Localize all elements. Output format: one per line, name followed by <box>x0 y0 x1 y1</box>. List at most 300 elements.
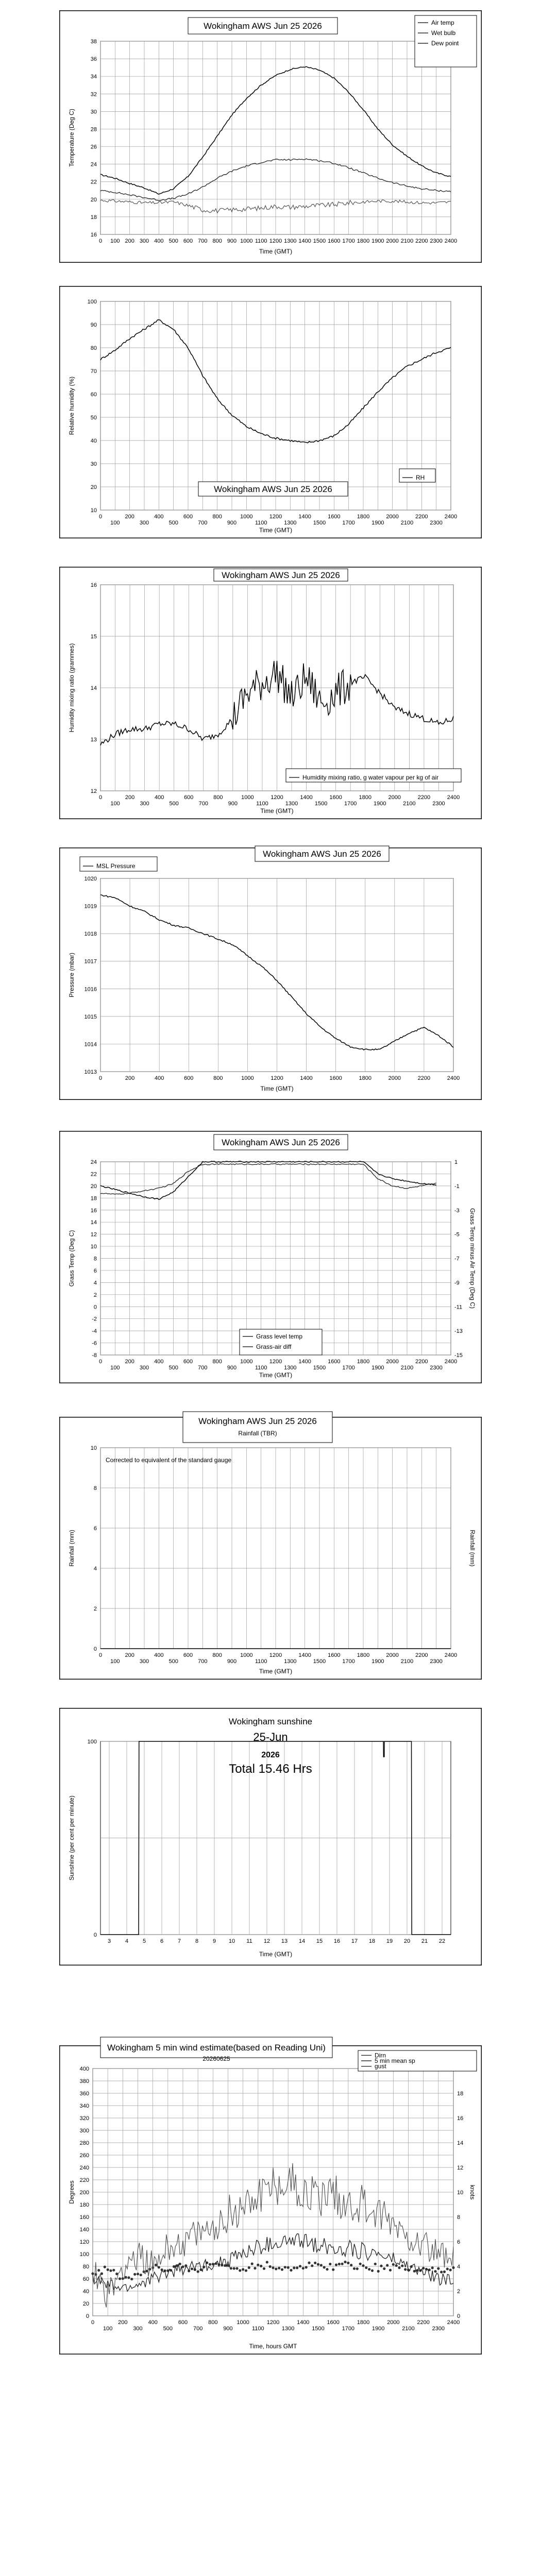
y-tick-label: 260 <box>79 2153 89 2159</box>
y-tick-label: 0 <box>86 2313 89 2319</box>
y-tick-label: 90 <box>90 322 97 328</box>
series-point <box>311 2264 313 2267</box>
x-tick-label: 400 <box>154 1359 164 1365</box>
x-tick-label: 1900 <box>371 1365 384 1371</box>
y-tick-label: 38 <box>90 39 97 45</box>
x-axis-label: Time (GMT) <box>259 1951 293 1958</box>
x-tick-label: 1400 <box>298 1359 311 1365</box>
series-point <box>284 2266 286 2268</box>
y-tick-label: 1013 <box>84 1069 97 1075</box>
x-tick-label: 400 <box>154 1652 164 1658</box>
series-point <box>296 2266 298 2269</box>
y-tick-label: 8 <box>93 1485 97 1492</box>
legend-label: Grass-air diff <box>256 1343 292 1350</box>
y-tick-label: 18 <box>90 1195 97 1202</box>
x-tick-label: 1100 <box>255 1658 267 1665</box>
x-tick-label: 2300 <box>430 520 443 526</box>
y2-tick-label: 8 <box>457 2214 461 2221</box>
x-tick-label: 400 <box>154 238 164 244</box>
x-tick-label: 1700 <box>342 1365 355 1371</box>
y-tick-label: 220 <box>79 2177 89 2183</box>
chart-total: Total 15.46 Hrs <box>229 1762 312 1776</box>
series-point <box>233 2267 235 2269</box>
y2-axis-label: Grass Temp minus Air Temp (Deg C) <box>469 1208 476 1309</box>
series-point <box>235 2267 238 2269</box>
x-tick-label: 2000 <box>386 1359 399 1365</box>
y-tick-label: 80 <box>82 2264 89 2270</box>
y-tick-label: 60 <box>82 2276 89 2282</box>
y-tick-label: 16 <box>90 232 97 238</box>
x-tick-label: 1200 <box>269 514 282 520</box>
x-tick-label: 500 <box>168 1365 178 1371</box>
x-tick-label: 2400 <box>447 2319 460 2326</box>
x-tick-label: 0 <box>98 1359 103 1365</box>
series-point <box>112 2269 115 2272</box>
series-point <box>335 2263 337 2266</box>
x-tick-label: 1300 <box>284 1658 297 1665</box>
x-tick-label: 700 <box>198 1658 208 1665</box>
x-axis-label: Time (GMT) <box>259 527 293 534</box>
x-tick-label: 400 <box>154 1075 164 1081</box>
x-tick-label: 900 <box>227 520 237 526</box>
series-point <box>127 2276 130 2279</box>
x-tick-label: 900 <box>228 801 238 807</box>
chart-svg <box>59 848 482 1100</box>
series-point <box>338 2263 341 2265</box>
x-tick-label: 0 <box>98 794 103 801</box>
x-tick-label: 15 <box>316 1938 323 1944</box>
y-tick-label: 40 <box>82 2289 89 2295</box>
y-tick-label: 100 <box>79 2251 89 2258</box>
series-point <box>305 2266 308 2268</box>
series-point <box>380 2265 382 2267</box>
series-point <box>422 2267 425 2269</box>
y2-tick-label: 10 <box>457 2190 464 2196</box>
humidity-chart <box>59 286 482 538</box>
x-tick-label: 1500 <box>313 1658 326 1665</box>
x-tick-label: 700 <box>198 520 208 526</box>
series-point <box>389 2269 392 2272</box>
y-tick-label: 80 <box>90 345 97 351</box>
y-tick-label: 14 <box>90 685 97 691</box>
y-tick-label: 1017 <box>84 958 97 965</box>
x-tick-label: 2100 <box>403 801 416 807</box>
x-tick-label: 1500 <box>312 2326 325 2332</box>
y2-tick-label: 0 <box>457 2313 461 2319</box>
x-tick-label: 600 <box>183 238 193 244</box>
series-point <box>253 2267 256 2269</box>
x-tick-label: 1600 <box>329 1075 342 1081</box>
series-point <box>133 2273 136 2276</box>
x-tick-label: 1600 <box>328 238 341 244</box>
y-tick-label: 1018 <box>84 931 97 938</box>
y-tick-label: 1016 <box>84 986 97 993</box>
x-tick-label: 2200 <box>415 238 428 244</box>
x-tick-label: 1000 <box>240 514 253 520</box>
x-tick-label: 1000 <box>240 1652 253 1658</box>
series-point <box>266 2261 268 2263</box>
y-tick-label: 26 <box>90 144 97 150</box>
series-point <box>299 2265 301 2267</box>
y2-tick-label: 1 <box>454 1159 458 1165</box>
x-axis-label: Time (GMT) <box>259 248 293 255</box>
x-tick-label: 0 <box>98 1652 103 1658</box>
chart-subtitle: 20260625 <box>202 2055 230 2062</box>
x-tick-label: 1500 <box>313 238 326 244</box>
y-tick-label: 140 <box>79 2227 89 2233</box>
x-axis-label: Time (GMT) <box>260 1085 294 1092</box>
rainfall-chart <box>59 1417 482 1680</box>
x-tick-label: 100 <box>110 238 120 244</box>
x-tick-label: 2000 <box>386 1652 399 1658</box>
chart-date: 25-Jun <box>253 1731 288 1743</box>
x-tick-label: 2400 <box>447 1075 460 1081</box>
y-axis-label: Pressure (mbar) <box>68 953 75 997</box>
chart-svg <box>59 10 482 263</box>
series-point <box>91 2273 94 2275</box>
x-tick-label: 1600 <box>329 794 342 801</box>
y-tick-label: 1020 <box>84 876 97 882</box>
series-point <box>437 2267 439 2270</box>
x-tick-label: 1300 <box>285 801 298 807</box>
series-point <box>314 2262 316 2264</box>
series-point <box>392 2263 395 2266</box>
series-point <box>287 2266 290 2269</box>
y-tick-label: 100 <box>87 1739 97 1745</box>
y-tick-label: 400 <box>79 2066 89 2072</box>
x-tick-label: 2100 <box>400 520 414 526</box>
sunshine-chart <box>59 1708 482 1965</box>
series-point <box>263 2267 265 2270</box>
x-tick-label: 2200 <box>417 1075 431 1081</box>
x-tick-label: 400 <box>148 2319 158 2326</box>
legend-label: Humidity mixing ratio, g water vapour per kg of air <box>302 774 439 781</box>
x-tick-label: 2100 <box>400 1658 414 1665</box>
x-tick-label: 2300 <box>432 2326 445 2332</box>
x-tick-label: 900 <box>227 238 237 244</box>
y-tick-label: 6 <box>93 1526 97 1532</box>
y-tick-label: 15 <box>90 634 97 640</box>
x-tick-label: 200 <box>125 1359 134 1365</box>
y-tick-label: 70 <box>90 368 97 375</box>
x-tick-label: 2400 <box>447 794 460 801</box>
chart-svg <box>59 1131 482 1383</box>
x-tick-label: 0 <box>98 1075 103 1081</box>
y-tick-label: 10 <box>90 507 97 514</box>
series-point <box>242 2268 244 2270</box>
x-tick-label: 700 <box>198 1365 208 1371</box>
series-point <box>302 2267 305 2269</box>
x-tick-label: 1400 <box>298 238 311 244</box>
x-tick-label: 800 <box>212 1652 222 1658</box>
x-tick-label: 1500 <box>313 1365 326 1371</box>
x-tick-label: 2000 <box>386 514 399 520</box>
wind-chart <box>59 2045 482 2354</box>
y-tick-label: 100 <box>87 299 97 305</box>
x-tick-label: 1200 <box>270 794 283 801</box>
x-tick-label: 100 <box>110 520 120 526</box>
series-point <box>332 2268 334 2271</box>
series-point <box>158 2266 160 2268</box>
x-tick-label: 1800 <box>357 1359 370 1365</box>
y2-tick-label: -13 <box>454 1328 463 1335</box>
series-point <box>104 2266 106 2268</box>
x-tick-label: 17 <box>351 1938 358 1944</box>
series-point <box>181 2265 184 2268</box>
y-tick-label: 20 <box>90 1183 97 1190</box>
x-tick-label: 1000 <box>241 1075 254 1081</box>
y2-tick-label: 2 <box>457 2289 461 2295</box>
y-tick-label: 14 <box>90 1219 97 1226</box>
y-tick-label: 20 <box>90 484 97 490</box>
x-tick-label: 500 <box>168 238 178 244</box>
y-tick-label: 1014 <box>84 1041 97 1048</box>
x-tick-label: 1600 <box>328 1652 341 1658</box>
legend-label: MSL Pressure <box>96 862 136 870</box>
x-tick-label: 1400 <box>298 514 311 520</box>
x-tick-label: 1700 <box>342 2326 355 2332</box>
x-tick-label: 2200 <box>415 514 428 520</box>
series-point <box>398 2266 400 2269</box>
y-tick-label: 0 <box>93 1646 97 1652</box>
x-tick-label: 1800 <box>357 2319 370 2326</box>
x-tick-label: 800 <box>212 1359 222 1365</box>
x-tick-label: 2400 <box>444 238 458 244</box>
series-point <box>245 2269 247 2272</box>
x-tick-label: 1700 <box>342 520 355 526</box>
y-tick-label: 280 <box>79 2140 89 2146</box>
series-point <box>377 2270 380 2273</box>
x-tick-label: 800 <box>208 2319 218 2326</box>
grass-temp-chart <box>59 1131 482 1383</box>
y-tick-label: 32 <box>90 91 97 98</box>
series-point <box>293 2266 295 2269</box>
y2-tick-label: -11 <box>454 1304 463 1311</box>
y-axis-label: Sunshine (per cent per minute) <box>68 1795 75 1880</box>
y2-tick-label: -9 <box>454 1280 460 1286</box>
x-axis-label: Time (GMT) <box>259 1371 293 1379</box>
series-point <box>107 2268 109 2271</box>
series-point <box>308 2262 310 2264</box>
x-axis-label: Time (GMT) <box>259 1668 293 1675</box>
x-tick-label: 1100 <box>255 1365 267 1371</box>
series-point <box>179 2263 181 2265</box>
series-point <box>329 2263 331 2265</box>
y-tick-label: -8 <box>92 1352 97 1359</box>
series-point <box>404 2268 407 2270</box>
x-tick-label: 600 <box>184 794 194 801</box>
legend-label: Grass level temp <box>256 1333 303 1340</box>
legend-label: Dirn <box>375 2052 386 2059</box>
y-tick-label: 2 <box>93 1292 97 1298</box>
y-axis-label: Humidity mixing ratio (grammes) <box>68 643 75 733</box>
x-tick-label: 1800 <box>359 794 371 801</box>
x-tick-label: 1000 <box>240 1359 253 1365</box>
x-tick-label: 1900 <box>371 520 384 526</box>
y-tick-label: 30 <box>90 109 97 115</box>
series-point <box>275 2267 277 2270</box>
series-point <box>317 2263 319 2266</box>
y2-tick-label: 4 <box>457 2264 461 2270</box>
y-tick-label: -6 <box>92 1340 97 1347</box>
y2-tick-label: 6 <box>457 2239 461 2245</box>
x-tick-label: 9 <box>212 1938 216 1944</box>
y-tick-label: 13 <box>90 737 97 743</box>
chart-svg <box>59 2045 482 2354</box>
chart-title: Wokingham AWS Jun 25 2026 <box>204 21 322 31</box>
y-tick-label: 10 <box>90 1244 97 1250</box>
y2-axis-label: Rainfall (mm) <box>469 1530 476 1567</box>
x-tick-label: 700 <box>198 238 208 244</box>
series-point <box>239 2269 241 2272</box>
x-tick-label: 100 <box>103 2326 113 2332</box>
x-tick-label: 2200 <box>417 794 431 801</box>
series-point <box>230 2267 232 2269</box>
y-tick-label: 380 <box>79 2078 89 2084</box>
x-tick-label: 1900 <box>371 1658 384 1665</box>
x-tick-label: 500 <box>169 801 179 807</box>
y-tick-label: 30 <box>90 461 97 467</box>
x-tick-label: 1900 <box>374 801 386 807</box>
y-tick-label: 160 <box>79 2214 89 2221</box>
chart-title: Wokingham AWS Jun 25 2026 <box>222 570 340 580</box>
series-point <box>269 2265 272 2268</box>
chart-title: Wokingham AWS Jun 25 2026 <box>222 1138 340 1147</box>
x-tick-label: 500 <box>163 2326 173 2332</box>
x-tick-label: 300 <box>133 2326 143 2332</box>
x-tick-label: 1200 <box>266 2319 280 2326</box>
y-tick-label: 16 <box>90 582 97 588</box>
x-tick-label: 2000 <box>388 794 401 801</box>
y-tick-label: 50 <box>90 415 97 421</box>
x-tick-label: 0 <box>91 2319 95 2326</box>
x-tick-label: 200 <box>125 1652 134 1658</box>
x-tick-label: 1700 <box>342 1658 355 1665</box>
series-point <box>368 2268 370 2270</box>
y-axis-label: Rainfall (mm) <box>68 1530 75 1567</box>
x-tick-label: 600 <box>183 1652 193 1658</box>
y-tick-label: 20 <box>90 196 97 203</box>
y-tick-label: 200 <box>79 2190 89 2196</box>
x-tick-label: 1800 <box>359 1075 371 1081</box>
x-tick-label: 300 <box>139 238 149 244</box>
x-tick-label: 2100 <box>402 2326 415 2332</box>
x-tick-label: 1100 <box>255 520 267 526</box>
chart-title: Wokingham AWS Jun 25 2026 <box>198 1416 317 1426</box>
x-tick-label: 1000 <box>236 2319 249 2326</box>
x-tick-label: 2300 <box>432 801 445 807</box>
x-tick-label: 900 <box>227 1658 237 1665</box>
x-tick-label: 1700 <box>342 238 355 244</box>
x-tick-label: 600 <box>183 1359 193 1365</box>
series-point <box>290 2269 292 2272</box>
chart-svg <box>59 286 482 538</box>
x-tick-label: 16 <box>333 1938 341 1944</box>
x-tick-label: 2200 <box>415 1652 428 1658</box>
x-tick-label: 13 <box>281 1938 288 1944</box>
x-tick-label: 300 <box>140 801 149 807</box>
chart-title: Wokingham AWS Jun 25 2026 <box>214 484 332 494</box>
y-tick-label: 16 <box>90 1207 97 1214</box>
y-tick-label: 28 <box>90 126 97 133</box>
series-point <box>119 2277 121 2280</box>
y-tick-label: 18 <box>90 214 97 221</box>
y-tick-label: 320 <box>79 2115 89 2122</box>
y-tick-label: 1015 <box>84 1013 97 1020</box>
x-tick-label: 2000 <box>387 2319 400 2326</box>
x-tick-label: 300 <box>139 520 149 526</box>
series-point <box>365 2266 367 2269</box>
series-point <box>359 2263 362 2265</box>
y-tick-label: 40 <box>90 438 97 444</box>
x-tick-label: 1100 <box>256 801 268 807</box>
x-tick-label: 11 <box>246 1938 252 1944</box>
x-tick-label: 2400 <box>444 1359 458 1365</box>
y-tick-label: 120 <box>79 2239 89 2245</box>
series-point <box>401 2264 403 2267</box>
y-tick-label: 6 <box>93 1267 97 1274</box>
series-point <box>413 2270 416 2273</box>
x-tick-label: 1600 <box>328 1359 341 1365</box>
series-point <box>137 2273 139 2275</box>
x-tick-label: 1400 <box>300 794 313 801</box>
x-tick-label: 1300 <box>284 520 297 526</box>
series-point <box>272 2266 274 2269</box>
chart-title: Wokingham AWS Jun 25 2026 <box>263 849 381 859</box>
y-tick-label: -2 <box>92 1316 97 1323</box>
chart-year: 2026 <box>261 1751 280 1759</box>
x-tick-label: 1200 <box>269 1359 282 1365</box>
chart-annotation: Corrected to equivalent of the standard gauge <box>106 1456 232 1464</box>
series-point <box>323 2266 326 2268</box>
x-tick-label: 0 <box>98 514 103 520</box>
series-point <box>248 2266 250 2269</box>
y-tick-label: 12 <box>90 788 97 794</box>
x-tick-label: 1900 <box>371 2326 385 2332</box>
legend-label: Dew point <box>431 40 459 47</box>
x-tick-label: 1900 <box>371 238 384 244</box>
series-point <box>260 2265 262 2267</box>
x-tick-label: 1300 <box>281 2326 295 2332</box>
x-tick-label: 1200 <box>269 1652 282 1658</box>
x-tick-label: 14 <box>298 1938 306 1944</box>
x-tick-label: 1200 <box>269 238 282 244</box>
series-point <box>278 2267 280 2269</box>
y2-axis-label: knots <box>469 2184 476 2200</box>
y-tick-label: 180 <box>79 2202 89 2208</box>
x-tick-label: 5 <box>142 1938 146 1944</box>
y-tick-label: 0 <box>93 1304 97 1311</box>
x-tick-label: 400 <box>154 794 164 801</box>
temperature-chart <box>59 10 482 263</box>
legend-label: 5 min mean sp <box>375 2057 415 2064</box>
x-tick-label: 300 <box>139 1365 149 1371</box>
x-tick-label: 1700 <box>344 801 357 807</box>
y2-tick-label: 16 <box>457 2115 464 2122</box>
y-tick-label: 24 <box>90 1159 97 1165</box>
x-tick-label: 900 <box>223 2326 233 2332</box>
series-point <box>443 2270 446 2273</box>
x-tick-label: 1100 <box>252 2326 264 2332</box>
series-point <box>209 2263 211 2266</box>
series-point <box>374 2263 377 2265</box>
series-point <box>341 2263 344 2265</box>
y-axis-label: Degrees <box>68 2180 75 2204</box>
series-point <box>395 2264 398 2267</box>
y2-tick-label: -3 <box>454 1207 460 1214</box>
x-tick-label: 100 <box>110 1658 120 1665</box>
y-tick-label: 36 <box>90 56 97 63</box>
